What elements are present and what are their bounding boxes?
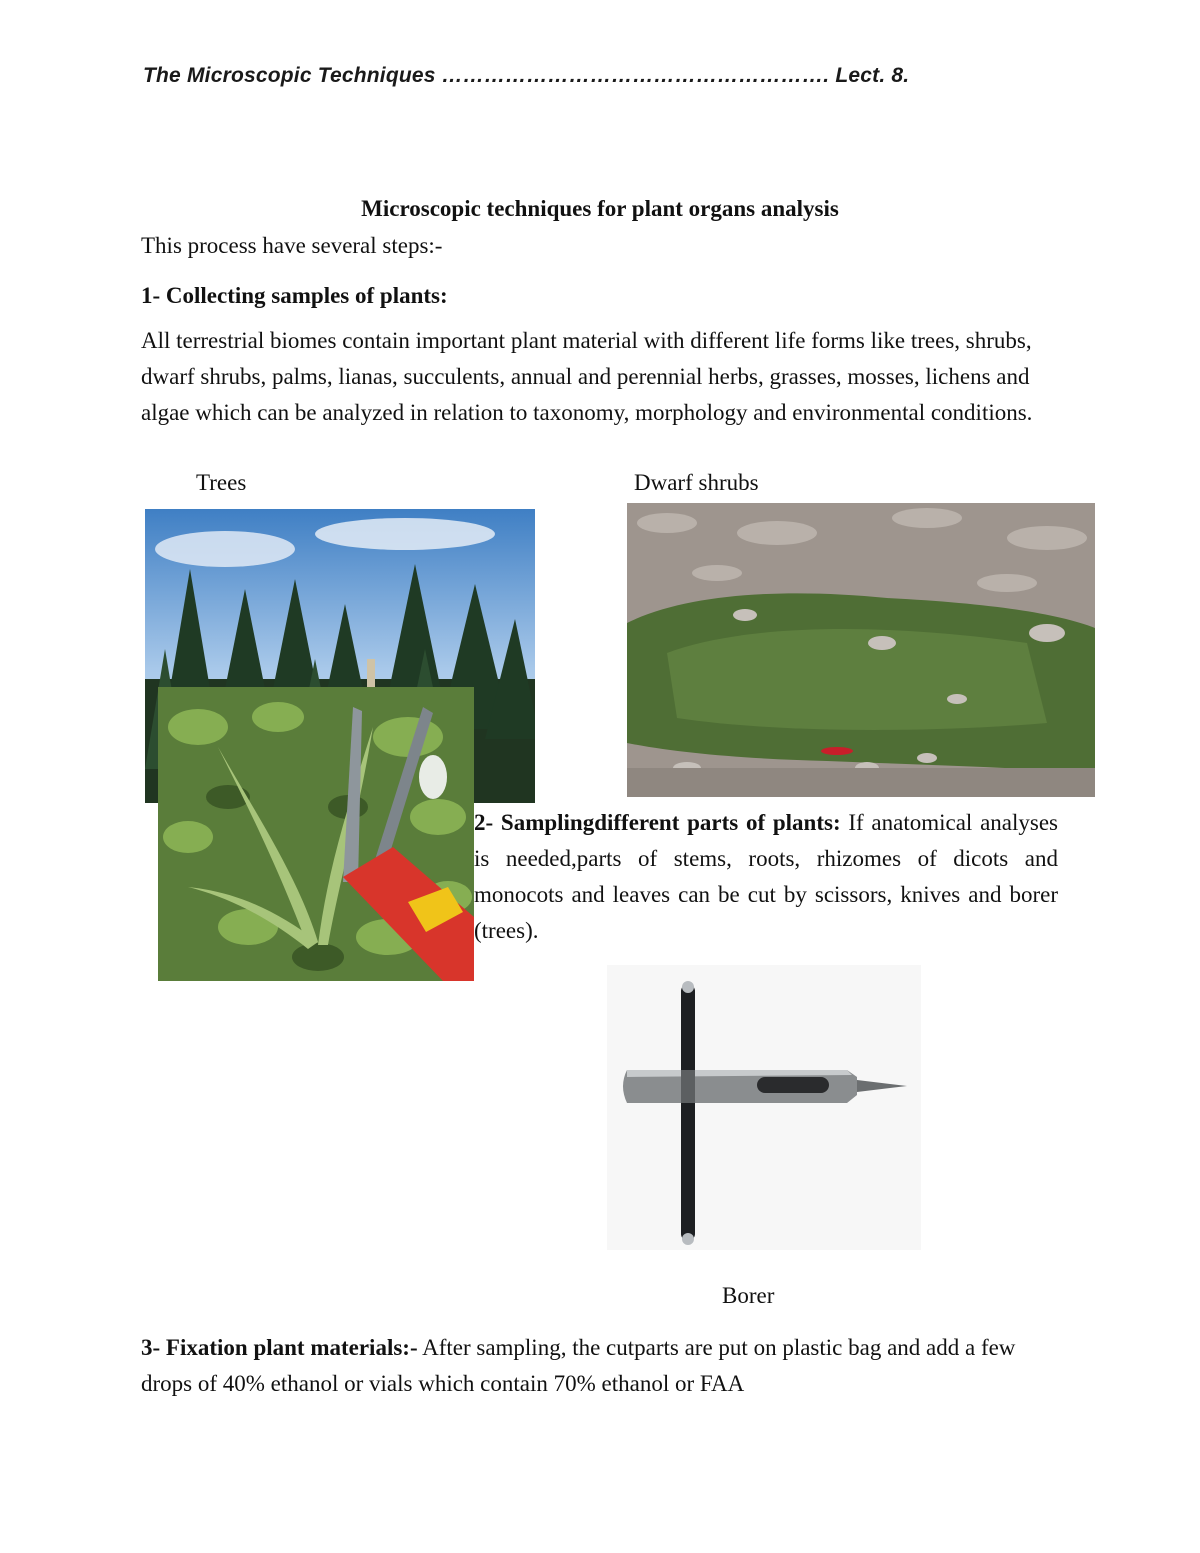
caption-trees: Trees [196,470,247,495]
intro-text: This process have several steps:- [141,233,443,258]
section-1-body: All terrestrial biomes contain important plant material with different life forms like trees, shrubs, dwarf shrubs, palms, lianas, succulents, annual and perennial herbs, grasses, mosses, lichens and algae which can be analyzed in relation to taxonomy, morphology and environmental conditions. [141,328,1033,425]
section-3-paragraph [141,1330,1061,1402]
caption-dwarf-shrubs: Dwarf shrubs [634,470,759,495]
page-title: Microscopic techniques for plant organs analysis [361,196,839,221]
section-3-body: After sampling, the cutparts are put on plastic bag and add a few drops of 40% ethanol or vials which contain 70% ethanol or FAA [141,1335,1016,1396]
running-header: The Microscopic Techniques ………………………………………………. Lect. 8. [143,64,910,87]
section-1-heading: 1- Collecting samples of plants: [141,283,448,308]
digging-tool-photo [158,687,474,981]
section-2-heading: 2- Samplingdifferent parts of plants: [474,810,841,835]
section-3-heading: 3- Fixation plant materials:- [141,1335,418,1360]
dwarf-shrubs-photo [627,503,1095,797]
section-2-body: If anatomical analyses is needed,parts of stems, roots, rhizomes of dicots and monocots and leaves can be cut by scissors, knives and borer (trees). [474,810,1058,943]
section-2-paragraph [474,805,1058,949]
caption-borer: Borer [722,1283,775,1308]
borer-photo [607,965,921,1250]
